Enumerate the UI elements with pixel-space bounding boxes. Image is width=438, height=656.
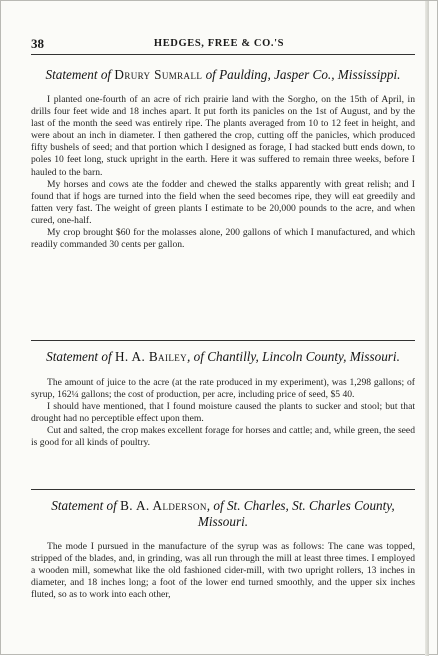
section-heading (31, 498, 415, 530)
paragraph: My crop brought $60 for the molasses alone, 200 gallons of which I manufactured, and which readily commanded 30 cents per gallon. (31, 227, 415, 251)
paragraph: I planted one-fourth of an acre of rich prairie land with the Sorgho, on the 15th of April, in drills four feet wide and 18 inches apart. It put forth its panicles on the 1st of August, and by the last of the month the seed was entirely ripe. The plants averaged from 10 to 12 feet in height, and were about an inch in diameter. I then gathered the crop, cutting off the panicles, which produced fifty bushels of seed; and that portion which I designed as forage, I had stacked butt ends down, to poles 10 feet long, stuck upright in the earth. Here it was suffered to remain three weeks, before I hauled to the barn. (31, 94, 415, 178)
section-alderson (31, 498, 415, 601)
section-bailey (31, 349, 415, 450)
paragraph: The amount of juice to the acre (at the rate produced in my experiment), was 1,298 gallons; of syrup, 162¼ gallons; the cost of production, per acre, including price of seed, $5 40. (31, 377, 415, 401)
section-divider (31, 489, 415, 490)
section-sumrall (31, 67, 415, 251)
heading-suffix: , of Chantilly, Lincoln County, Missouri. (187, 349, 400, 364)
section-divider (31, 340, 415, 341)
header-rule (31, 54, 415, 55)
heading-prefix: Statement of (51, 498, 121, 513)
section-heading (31, 67, 415, 83)
section-heading (31, 349, 415, 365)
paragraph: I should have mentioned, that I found moisture caused the plants to sucker and stool; but that drought had no perceptible effect upon them. (31, 401, 415, 425)
running-title: HEDGES, FREE & CO.'S (153, 38, 285, 49)
page-number: 38 (31, 36, 44, 51)
paragraph: Cut and salted, the crop makes excellent forage for horses and cattle; and, while green, the seed is good for all kinds of poultry. (31, 425, 415, 449)
heading-name: H. A. Bailey (114, 349, 188, 364)
heading-prefix: Statement of (46, 349, 115, 364)
heading-suffix: of Paulding, Jasper Co., Mississippi. (202, 67, 401, 82)
paragraph: My horses and cows ate the fodder and chewed the stalks apparently with great relish; and I found that if hogs are turned into the field when the seed becomes ripe, they will eat greedily and fatten very fast. The weight of green plants I estimate to be 20,000 pounds to the acre, and when cured, one-half. (31, 178, 415, 226)
paragraph: The mode I pursued in the manufacture of the syrup was as follows: The cane was topped, stripped of the blades, and, in grinding, was all run through the mill at least three times. I employed a wooden mill, somewhat like the old fashioned cider-mill, with two upright rollers, 13 inches in diameter, and 18 inches long; a foot of the lower end turned smoothly, and the upper six inches fluted, so as to work into each other, (31, 541, 415, 601)
heading-suffix: , of St. Charles, St. Charles County, Missouri. (197, 498, 395, 529)
heading-name: Drury Sumrall (114, 67, 203, 82)
heading-name: B. A. Alderson (120, 498, 207, 513)
heading-prefix: Statement of (45, 67, 115, 82)
page-edge-shadow (425, 1, 429, 656)
